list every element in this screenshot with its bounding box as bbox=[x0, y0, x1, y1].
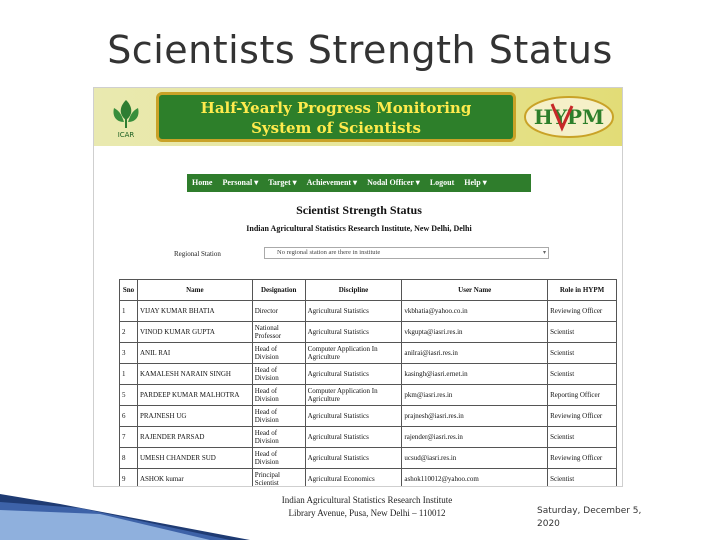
cell-discipline: Agricultural Economics bbox=[305, 469, 402, 488]
menu-target[interactable]: Target ▾ bbox=[268, 178, 297, 187]
cell-username: ucsud@iasri.res.in bbox=[402, 448, 548, 469]
cell-sno: 8 bbox=[120, 448, 138, 469]
cell-name: RAJENDER PARSAD bbox=[137, 427, 252, 448]
cell-name: KAMALESH NARAIN SINGH bbox=[137, 364, 252, 385]
col-discipline: Discipline bbox=[305, 280, 402, 301]
cell-role: Scientist bbox=[548, 364, 617, 385]
cell-sno: 5 bbox=[120, 385, 138, 406]
menu-nodal-officer[interactable]: Nodal Officer ▾ bbox=[367, 178, 420, 187]
cell-discipline: Computer Application In Agriculture bbox=[305, 385, 402, 406]
footer-address bbox=[272, 494, 462, 520]
cell-username: pkm@iasri.res.in bbox=[402, 385, 548, 406]
table-row bbox=[120, 385, 617, 406]
cell-username: anilrai@iasri.res.in bbox=[402, 343, 548, 364]
institute-name: Indian Agricultural Statistics Research Institute, New Delhi, Delhi bbox=[246, 224, 472, 233]
cell-designation: Director bbox=[252, 301, 305, 322]
slide-title: Scientists Strength Status bbox=[107, 28, 613, 72]
cell-role: Reporting Officer bbox=[548, 385, 617, 406]
cell-designation: National Professor bbox=[252, 322, 305, 343]
cell-username: kasingh@iasri.ernet.in bbox=[402, 364, 548, 385]
footer-line2: Library Avenue, Pusa, New Delhi – 110012 bbox=[288, 508, 446, 518]
menu-home[interactable]: Home bbox=[192, 178, 213, 187]
banner bbox=[94, 88, 623, 146]
hypm-logo-icon bbox=[522, 94, 616, 140]
page-title: Scientist Strength Status bbox=[296, 203, 422, 217]
cell-sno: 1 bbox=[120, 301, 138, 322]
cell-designation: Head of Division bbox=[252, 406, 305, 427]
cell-role: Reviewing Officer bbox=[548, 448, 617, 469]
table-row bbox=[120, 406, 617, 427]
cell-role: Reviewing Officer bbox=[548, 406, 617, 427]
main-menu bbox=[187, 174, 531, 192]
menu-achievement[interactable]: Achievement ▾ bbox=[306, 178, 358, 187]
cell-designation: Head of Division bbox=[252, 343, 305, 364]
cell-role: Reviewing Officer bbox=[548, 301, 617, 322]
cell-username: vkgupta@iasri.res.in bbox=[402, 322, 548, 343]
cell-name: ASHOK kumar bbox=[137, 469, 252, 488]
cell-name: PRAJNESH UG bbox=[137, 406, 252, 427]
col-role: Role in HYPM bbox=[548, 280, 617, 301]
cell-discipline: Agricultural Statistics bbox=[305, 301, 402, 322]
cell-name: VINOD KUMAR GUPTA bbox=[137, 322, 252, 343]
cell-role: Scientist bbox=[548, 322, 617, 343]
table-row bbox=[120, 427, 617, 448]
cell-discipline: Agricultural Statistics bbox=[305, 406, 402, 427]
screenshot-panel bbox=[93, 87, 623, 487]
cell-name: UMESH CHANDER SUD bbox=[137, 448, 252, 469]
menu-logout[interactable]: Logout bbox=[429, 178, 455, 187]
cell-name: VIJAY KUMAR BHATIA bbox=[137, 301, 252, 322]
cell-designation: Head of Division bbox=[252, 448, 305, 469]
scientist-table bbox=[119, 279, 617, 487]
col-sno: Sno bbox=[120, 280, 138, 301]
cell-name: ANIL RAI bbox=[137, 343, 252, 364]
table-row bbox=[120, 448, 617, 469]
cell-role: Scientist bbox=[548, 343, 617, 364]
cell-designation: Head of Division bbox=[252, 385, 305, 406]
cell-sno: 9 bbox=[120, 469, 138, 488]
cell-username: rajender@iasri.res.in bbox=[402, 427, 548, 448]
col-username: User Name bbox=[402, 280, 548, 301]
cell-sno: 7 bbox=[120, 427, 138, 448]
cell-discipline: Computer Application In Agriculture bbox=[305, 343, 402, 364]
menu-personal[interactable]: Personal ▾ bbox=[222, 178, 259, 187]
col-designation: Designation bbox=[252, 280, 305, 301]
cell-sno: 2 bbox=[120, 322, 138, 343]
regional-station-select[interactable] bbox=[264, 247, 549, 259]
cell-discipline: Agricultural Statistics bbox=[305, 448, 402, 469]
regional-station-label: Regional Station bbox=[174, 250, 221, 258]
table-row bbox=[120, 301, 617, 322]
cell-username: vkbhatia@yahoo.co.in bbox=[402, 301, 548, 322]
col-name: Name bbox=[137, 280, 252, 301]
icar-logo-text: ICAR bbox=[117, 131, 135, 139]
cell-sno: 1 bbox=[120, 364, 138, 385]
regional-station-value: No regional station are there in institute bbox=[277, 249, 381, 256]
chevron-down-icon: ▾ bbox=[542, 250, 546, 256]
menu-help[interactable]: Help ▾ bbox=[464, 178, 487, 187]
table-header-row bbox=[120, 280, 617, 301]
cell-discipline: Agricultural Statistics bbox=[305, 427, 402, 448]
footer-line1: Indian Agricultural Statistics Research Institute bbox=[281, 495, 453, 505]
icar-logo-icon bbox=[102, 94, 150, 140]
cell-sno: 6 bbox=[120, 406, 138, 427]
cell-designation: Head of Division bbox=[252, 364, 305, 385]
table-row bbox=[120, 469, 617, 488]
table-row bbox=[120, 364, 617, 385]
cell-discipline: Agricultural Statistics bbox=[305, 322, 402, 343]
banner-title-line1: Half-Yearly Progress Monitoring bbox=[200, 99, 472, 117]
hypm-logo-text: HYPM bbox=[533, 105, 605, 129]
table-row bbox=[120, 322, 617, 343]
slide-date: Saturday, December 5, 2020 bbox=[537, 506, 642, 529]
cell-designation: Head of Division bbox=[252, 427, 305, 448]
cell-role: Scientist bbox=[548, 469, 617, 488]
cell-discipline: Agricultural Statistics bbox=[305, 364, 402, 385]
banner-title-line2: System of Scientists bbox=[251, 119, 421, 137]
cell-username: prajnesh@iasri.res.in bbox=[402, 406, 548, 427]
cell-username: ashok110012@yahoo.com bbox=[402, 469, 548, 488]
cell-name: PARDEEP KUMAR MALHOTRA bbox=[137, 385, 252, 406]
cell-role: Scientist bbox=[548, 427, 617, 448]
cell-sno: 3 bbox=[120, 343, 138, 364]
table-row bbox=[120, 343, 617, 364]
banner-title bbox=[156, 92, 516, 142]
cell-designation: Principal Scientist bbox=[252, 469, 305, 488]
